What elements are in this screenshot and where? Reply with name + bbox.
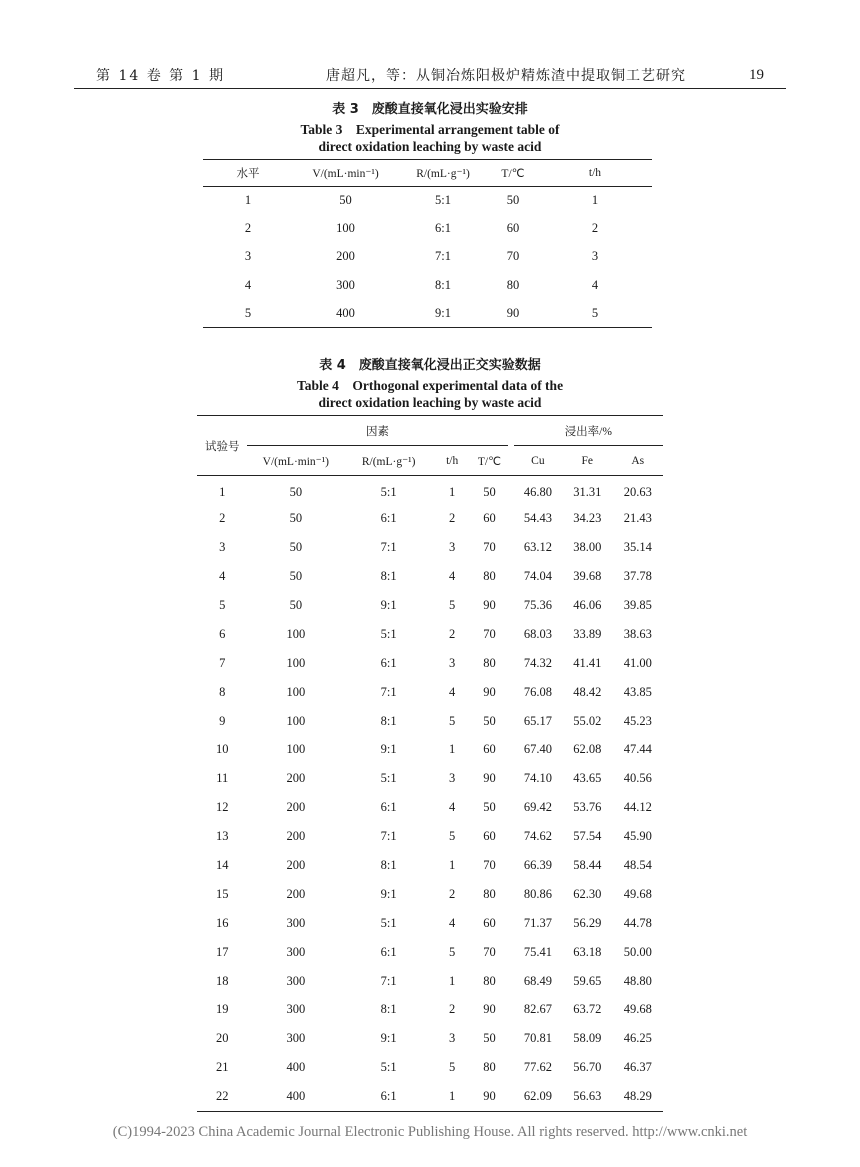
table-cell: 1	[449, 1088, 456, 1103]
table-cell: 39.68	[573, 569, 602, 584]
table-cell: 3	[449, 1031, 456, 1046]
table-cell: 50	[289, 598, 303, 612]
table-cell: 70	[483, 626, 496, 641]
table-cell: 3	[591, 249, 599, 264]
table-row	[197, 707, 663, 736]
table3-header-r: R/(mL·g⁻¹)	[398, 160, 488, 187]
copyright-footer: (C)1994-2023 China Academic Journal Electronic Publishing House. All rights reserved. http://www.cnki.net	[112, 1124, 748, 1140]
table-cell: 60	[483, 829, 496, 844]
table-cell: 48.42	[573, 684, 602, 699]
table-row	[197, 967, 663, 996]
table3-body	[203, 187, 652, 328]
table-cell: 200	[286, 858, 306, 873]
table-cell: 50.00	[623, 944, 652, 959]
table-cell: 76.08	[523, 684, 552, 699]
table-row	[203, 271, 652, 299]
table-cell: 90	[483, 598, 496, 612]
table-cell: 4	[449, 569, 456, 584]
table3-header-row	[203, 160, 652, 187]
table-cell: 6:1	[435, 221, 451, 236]
table-cell: 59.65	[573, 973, 602, 988]
table-cell: 33.89	[573, 626, 602, 641]
table3-caption-en-line2: direct oxidation leaching by waste acid	[318, 139, 542, 154]
table-cell: 47.44	[623, 742, 652, 757]
table-cell: 56.70	[573, 1060, 602, 1075]
table-cell: 200	[286, 886, 306, 901]
table4-header-fe: Fe	[562, 446, 612, 476]
table-row	[197, 996, 663, 1025]
table3-header-time: t/h	[538, 160, 652, 187]
table-cell: 100	[286, 742, 306, 757]
table-cell: 71.37	[523, 915, 552, 930]
table-cell: 70.81	[523, 1031, 552, 1046]
table-row	[203, 187, 652, 215]
table-cell: 48.80	[623, 973, 652, 988]
table-cell: 8:1	[435, 277, 451, 292]
table-cell: 5	[449, 1060, 456, 1075]
table-cell: 43.65	[573, 771, 602, 786]
table-cell: 4	[449, 800, 456, 815]
table4-caption-en-line1: Table 4 Orthogonal experimental data of the	[296, 378, 564, 393]
table-cell: 45.90	[623, 829, 652, 844]
page-number: 19	[749, 67, 764, 83]
table-cell: 9:1	[380, 598, 397, 612]
table-cell: 58.44	[573, 858, 602, 873]
table-row	[197, 938, 663, 967]
table-cell: 62.09	[523, 1088, 552, 1103]
table-cell: 70	[483, 858, 496, 873]
table-cell: 49.68	[623, 1002, 652, 1017]
table-cell: 80	[506, 277, 520, 292]
running-header	[74, 60, 786, 89]
table-cell: 6:1	[380, 800, 397, 815]
table-cell: 5:1	[380, 626, 397, 641]
table-cell: 80	[483, 973, 496, 988]
table-cell: 14	[215, 858, 229, 873]
table-cell: 65.17	[523, 713, 552, 728]
table-cell: 50	[483, 1031, 496, 1046]
table-cell: 7:1	[380, 540, 397, 555]
table-cell: 66.39	[523, 858, 552, 873]
table-cell: 90	[483, 684, 496, 699]
table-cell: 74.62	[523, 829, 552, 844]
table-cell: 5	[244, 305, 252, 320]
table-row	[197, 822, 663, 851]
table4-header-leaching-rate: 浸出率/%	[514, 416, 663, 446]
table-cell: 4	[449, 684, 456, 699]
table-cell: 20	[215, 1031, 229, 1046]
table-cell: 38.00	[573, 540, 602, 555]
table-cell: 50	[339, 193, 352, 208]
table-cell: 35.14	[623, 540, 652, 555]
table3-header-level: 水平	[203, 160, 293, 187]
table-cell: 60	[483, 742, 496, 757]
table4-header-time: t/h	[433, 446, 471, 476]
table-row	[203, 299, 652, 327]
table-cell: 70	[506, 249, 520, 264]
table-cell: 75.36	[523, 598, 552, 612]
table4-header-temp: T/℃	[471, 446, 507, 476]
table-cell: 1	[449, 973, 456, 988]
table-cell: 49.68	[623, 886, 652, 901]
table-cell: 41.41	[573, 655, 602, 670]
table-cell: 200	[286, 800, 306, 815]
table4-header-as: As	[613, 446, 664, 476]
table-cell: 63.18	[573, 944, 602, 959]
table-cell: 90	[483, 1002, 496, 1017]
table-cell: 8:1	[380, 1002, 397, 1017]
table4-body	[197, 476, 663, 1112]
table-cell: 60	[483, 511, 496, 526]
running-title: 唐超凡，等：从铜冶炼阳极炉精炼渣中提取铜工艺研究	[326, 68, 686, 84]
table-cell: 44.12	[623, 800, 652, 815]
table-cell: 2	[244, 221, 252, 236]
table-cell: 400	[336, 305, 355, 320]
table-cell: 100	[286, 684, 306, 699]
table-cell: 5:1	[380, 771, 397, 786]
table-cell: 68.03	[523, 626, 552, 641]
table-cell: 7:1	[380, 973, 397, 988]
table-row	[197, 476, 663, 505]
table-cell: 200	[286, 829, 306, 844]
table-cell: 56.63	[573, 1088, 602, 1103]
table-row	[197, 504, 663, 533]
table-cell: 8:1	[380, 858, 397, 873]
table-cell: 5:1	[380, 915, 397, 930]
table-cell: 54.43	[523, 511, 552, 526]
table4	[197, 415, 663, 1112]
table-cell: 19	[215, 1002, 229, 1017]
table-cell: 50	[506, 193, 520, 208]
table4-header-v: V/(mL·min⁻¹)	[247, 446, 344, 476]
table-cell: 18	[215, 973, 229, 988]
table-cell: 5	[449, 944, 456, 959]
table-cell: 80.86	[523, 886, 552, 901]
table-row	[197, 1082, 663, 1111]
table-cell: 50	[483, 484, 496, 499]
table-cell: 300	[286, 973, 306, 988]
table-cell: 8:1	[380, 713, 397, 728]
table-cell: 53.76	[573, 800, 602, 815]
table-cell: 300	[286, 944, 306, 959]
table-cell: 1	[591, 193, 599, 208]
table-cell: 69.42	[523, 800, 552, 815]
table-cell: 57.54	[573, 829, 602, 844]
table-cell: 5:1	[435, 193, 451, 208]
table-cell: 37.78	[623, 569, 652, 584]
table-cell: 200	[336, 249, 355, 264]
table-cell: 38.63	[623, 626, 652, 641]
table-cell: 3	[244, 249, 252, 264]
table-cell: 17	[215, 944, 229, 959]
table-cell: 77.62	[523, 1060, 552, 1075]
table-cell: 63.12	[523, 540, 552, 555]
table-cell: 90	[483, 1088, 496, 1103]
table-cell: 13	[215, 829, 229, 844]
table-cell: 5	[219, 598, 226, 612]
table-cell: 50	[289, 569, 303, 584]
table-cell: 50	[289, 540, 303, 555]
table-cell: 2	[449, 511, 456, 526]
table-row	[197, 880, 663, 909]
table-cell: 3	[449, 540, 456, 555]
table4-header-r: R/(mL·g⁻¹)	[344, 446, 433, 476]
table-row	[197, 533, 663, 562]
table-row	[197, 678, 663, 707]
table-cell: 12	[215, 800, 229, 815]
table-cell: 62.30	[573, 886, 602, 901]
table-cell: 9:1	[435, 305, 451, 320]
table-cell: 2	[219, 511, 226, 526]
table-cell: 90	[483, 771, 496, 786]
table3-header-temp: T/℃	[488, 160, 538, 187]
table-cell: 74.10	[523, 771, 552, 786]
table-cell: 5	[591, 305, 599, 320]
table-row	[197, 620, 663, 649]
table-cell: 40.56	[623, 771, 652, 786]
table4-header-row-2	[197, 446, 663, 476]
table-cell: 300	[286, 1002, 306, 1017]
table-cell: 4	[449, 915, 456, 930]
table3-caption-en-line1: Table 3 Experimental arrangement table of	[300, 122, 560, 137]
table-cell: 9:1	[380, 742, 397, 757]
table-cell: 41.00	[623, 655, 652, 670]
table-cell: 82.67	[523, 1002, 552, 1017]
table-cell: 56.29	[573, 915, 602, 930]
table-cell: 300	[286, 915, 306, 930]
table-cell: 50	[483, 713, 496, 728]
table-row	[197, 909, 663, 938]
table-cell: 100	[336, 221, 355, 236]
table-row	[197, 764, 663, 793]
table-cell: 21	[215, 1060, 229, 1075]
table-cell: 90	[506, 305, 520, 320]
table3-caption-cn: 表 3 废酸直接氧化浸出实验安排	[332, 102, 528, 117]
table-cell: 9:1	[380, 886, 397, 901]
table4-header-trial: 试验号	[197, 416, 247, 476]
table-cell: 34.23	[573, 511, 602, 526]
table-cell: 46.25	[623, 1031, 652, 1046]
table-cell: 75.41	[523, 944, 552, 959]
table-cell: 5	[449, 598, 456, 612]
table-cell: 39.85	[623, 598, 652, 612]
table3	[203, 159, 652, 328]
table-cell: 4	[591, 277, 599, 292]
journal-volume-issue: 第 14 卷 第 1 期	[96, 68, 225, 84]
table-cell: 2	[449, 1002, 456, 1017]
table-cell: 300	[336, 277, 355, 292]
table-cell: 6:1	[380, 944, 397, 959]
table-cell: 43.85	[623, 684, 652, 699]
table-cell: 21.43	[623, 511, 652, 526]
table-cell: 50	[483, 800, 496, 815]
table-cell: 8	[219, 684, 226, 699]
table-cell: 62.08	[573, 742, 602, 757]
table-cell: 6:1	[380, 511, 397, 526]
table-row	[197, 736, 663, 765]
table-cell: 22	[215, 1088, 229, 1103]
table-cell: 3	[449, 771, 456, 786]
table-row	[197, 591, 663, 620]
table-cell: 1	[449, 742, 456, 757]
table-cell: 1	[449, 858, 456, 873]
table-row	[197, 793, 663, 822]
table-cell: 3	[219, 540, 226, 555]
table-cell: 7:1	[380, 684, 397, 699]
table4-header-factors: 因素	[247, 416, 507, 446]
table-cell: 1	[449, 484, 456, 499]
table-cell: 2	[449, 886, 456, 901]
table-cell: 80	[483, 1060, 496, 1075]
table-cell: 48.54	[623, 858, 652, 873]
table-cell: 60	[483, 915, 496, 930]
table-row	[197, 851, 663, 880]
table-row	[197, 649, 663, 678]
table-cell: 4	[219, 569, 226, 584]
table-cell: 7:1	[435, 249, 451, 264]
table-row	[197, 562, 663, 591]
table-cell: 46.80	[523, 484, 552, 499]
table-cell: 55.02	[573, 713, 602, 728]
table-cell: 16	[215, 915, 229, 930]
table4-header-row-1	[197, 416, 663, 446]
table-row	[203, 243, 652, 271]
table-row	[197, 1053, 663, 1082]
table-cell: 300	[286, 1031, 306, 1046]
table-cell: 80	[483, 569, 496, 584]
table-cell: 5	[449, 713, 456, 728]
table-cell: 5:1	[380, 484, 397, 499]
table4-caption-en-line2: direct oxidation leaching by waste acid	[318, 395, 542, 410]
table-cell: 74.04	[523, 569, 552, 584]
table-cell: 7:1	[380, 829, 397, 844]
table4-caption-cn: 表 4 废酸直接氧化浸出正交实验数据	[319, 358, 541, 373]
table-cell: 2	[449, 626, 456, 641]
table-cell: 5:1	[380, 1060, 397, 1075]
table-row	[197, 1024, 663, 1053]
table-cell: 5	[449, 829, 456, 844]
table-cell: 200	[286, 771, 306, 786]
table-cell: 58.09	[573, 1031, 602, 1046]
table-cell: 11	[216, 771, 229, 786]
table-cell: 9:1	[380, 1031, 397, 1046]
table-cell: 70	[483, 944, 496, 959]
table-cell: 400	[286, 1088, 306, 1103]
table-cell: 8:1	[380, 569, 397, 584]
table-cell: 1	[244, 193, 252, 208]
table-cell: 80	[483, 655, 496, 670]
table-cell: 6:1	[380, 1088, 397, 1103]
table-cell: 100	[286, 713, 306, 728]
table-cell: 9	[219, 713, 226, 728]
table-cell: 6:1	[380, 655, 397, 670]
table-cell: 31.31	[573, 484, 602, 499]
table-cell: 68.49	[523, 973, 552, 988]
table-cell: 48.29	[623, 1088, 652, 1103]
table-cell: 63.72	[573, 1002, 602, 1017]
table-cell: 50	[289, 511, 303, 526]
table-row	[203, 215, 652, 243]
table-cell: 400	[286, 1060, 306, 1075]
table-cell: 100	[286, 626, 306, 641]
table-cell: 50	[289, 484, 303, 499]
table3-header-v: V/(mL·min⁻¹)	[293, 160, 398, 187]
table-cell: 4	[244, 277, 252, 292]
table-cell: 46.06	[573, 598, 602, 612]
table-cell: 2	[591, 221, 599, 236]
table-cell: 67.40	[523, 742, 552, 757]
table-cell: 6	[219, 626, 226, 641]
table4-header-cu: Cu	[514, 446, 562, 476]
table-cell: 20.63	[623, 484, 652, 499]
table-cell: 60	[506, 221, 520, 236]
table-cell: 15	[215, 886, 229, 901]
table-cell: 46.37	[623, 1060, 652, 1075]
table-cell: 7	[219, 655, 226, 670]
table-cell: 80	[483, 886, 496, 901]
table-cell: 100	[286, 655, 306, 670]
table-cell: 10	[215, 742, 229, 757]
table-cell: 74.32	[523, 655, 552, 670]
table-cell: 1	[219, 484, 226, 499]
table-cell: 3	[449, 655, 456, 670]
table-cell: 70	[483, 540, 496, 555]
table-cell: 45.23	[623, 713, 652, 728]
table-cell: 44.78	[623, 915, 652, 930]
